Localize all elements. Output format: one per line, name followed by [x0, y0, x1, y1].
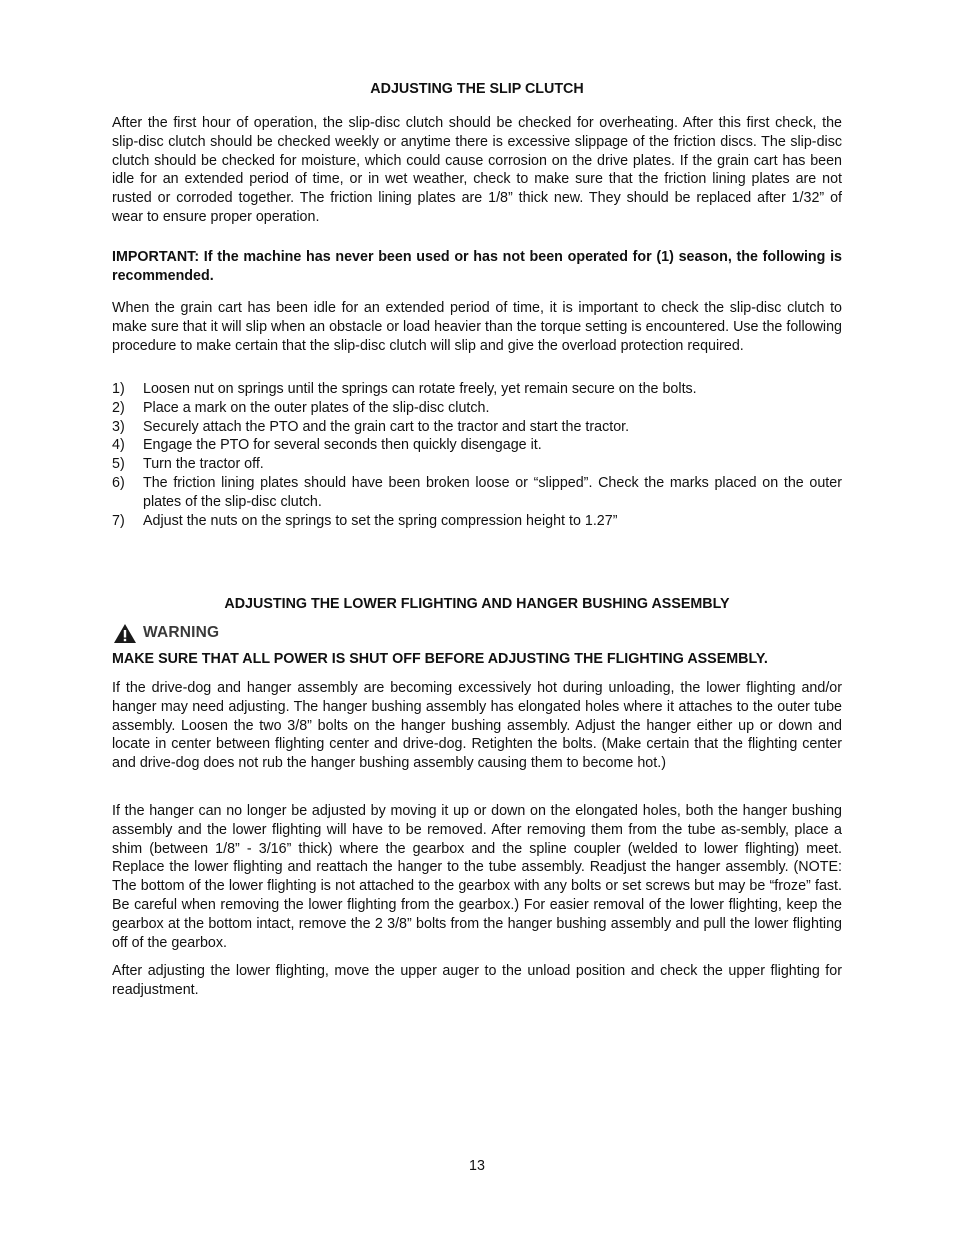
procedure-step — [112, 418, 842, 437]
step-text: Engage the PTO for several seconds then quickly disengage it. — [143, 437, 542, 454]
step-number: 3) — [112, 418, 125, 435]
step-text: Place a mark on the outer plates of the slip-disc clutch. — [143, 399, 490, 416]
section-title-slip-clutch: ADJUSTING THE SLIP CLUTCH — [370, 81, 584, 97]
warning-banner — [113, 622, 219, 644]
flighting-paragraph-2: If the hanger can no longer be adjusted by moving it up or down on the elongated holes, both the hanger bushing assembly and the lower flighting will have to be removed. After removing them from the tube as-sembly, place a shim (between 1/8” - 3/16” thick) where the gearbox and the spline coupler (welded to lower flighting) meet. Replace the lower flighting and reattach the hanger to the tube assembly. Readjust the hanger assembly. (NOTE: The bottom of the lower flighting is not attached to the gearbox with any bolts or set screws but may be “froze” fast. Be careful when removing the lower flighting from the gearbox.) For easier removal of the lower flighting, keep the gearbox at the bottom intact, remove the 2 3/8” bolts from the hanger bushing assembly and pull the lower flighting off of the gearbox. — [112, 803, 842, 951]
step-text: Adjust the nuts on the springs to set the spring compression height to 1.27” — [143, 512, 618, 529]
procedure-step — [112, 455, 842, 474]
step-number: 2) — [112, 399, 125, 416]
page-number: 13 — [469, 1158, 485, 1174]
warning-label: WARNING — [143, 623, 220, 641]
procedure-step — [112, 399, 842, 418]
step-text: The friction lining plates should have been broken loose or “slipped”. Check the marks placed on the outer plates of the slip-disc clutch. — [143, 474, 842, 510]
step-number: 4) — [112, 437, 125, 454]
step-number: 7) — [112, 512, 125, 529]
step-number: 6) — [112, 474, 125, 491]
flighting-paragraph-3: After adjusting the lower flighting, move the upper auger to the unload position and check the upper flighting for readjustment. — [112, 963, 842, 998]
step-number: 5) — [112, 456, 125, 473]
procedure-step — [112, 436, 842, 455]
procedure-step — [112, 474, 842, 512]
step-number: 1) — [112, 381, 125, 397]
step-text: Loosen nut on springs until the springs can rotate freely, yet remain secure on the bolts. — [143, 381, 697, 397]
step-text: Turn the tractor off. — [143, 456, 264, 473]
warning-triangle-icon — [113, 623, 137, 644]
warning-text: MAKE SURE THAT ALL POWER IS SHUT OFF BEFORE ADJUSTING THE FLIGHTING ASSEMBLY. — [112, 651, 768, 667]
procedure-step — [112, 512, 842, 531]
procedure-step — [112, 380, 842, 399]
slip-clutch-intro-paragraph: After the first hour of operation, the slip-disc clutch should be checked for overheating. After this first check, the slip-disc clutch should be checked weekly or anytime there is excessive slippage of the friction discs. The slip-disc clutch should be checked for moisture, which could cause corrosion on the drive plates. If the grain cart has been idle for an extended period of time, or in wet weather, check to make sure that the friction lining plates are not rusted or corroded together. The friction lining plates are 1/8” thick new. They should be replaced after 1/32” of wear to ensure proper operation. — [112, 115, 842, 225]
section-title-lower-flighting: ADJUSTING THE LOWER FLIGHTING AND HANGER BUSHING ASSEMBLY — [224, 596, 730, 612]
step-text: Securely attach the PTO and the grain cart to the tractor and start the tractor. — [143, 418, 630, 435]
flighting-paragraph-1: If the drive-dog and hanger assembly are becoming excessively hot during unloading, the lower flighting and/or hanger may need adjusting. The hanger bushing assembly has elongated holes where it attaches to the outer tube assembly. Loosen the two 3/8” bolts on the hanger bushing assembly. Adjust the hanger either up or down and locate in center between flighting center and drive-dog. Retighten the bolts. (Make certain that the flighting center and drive-dog does not rub the hanger bushing assembly causing them to become hot.) — [112, 680, 842, 772]
procedure-intro-paragraph: When the grain cart has been idle for an extended period of time, it is important to check the slip-disc clutch to make sure that it will slip when an obstacle or load heavier than the torque setting is encountered. Use the following procedure to make certain that the slip-disc clutch will slip and give the overload protection required. — [112, 300, 842, 354]
important-note: IMPORTANT: If the machine has never been used or has not been operated for (1) season, the following is recommended. — [112, 249, 842, 284]
procedure-steps-list — [112, 380, 842, 530]
